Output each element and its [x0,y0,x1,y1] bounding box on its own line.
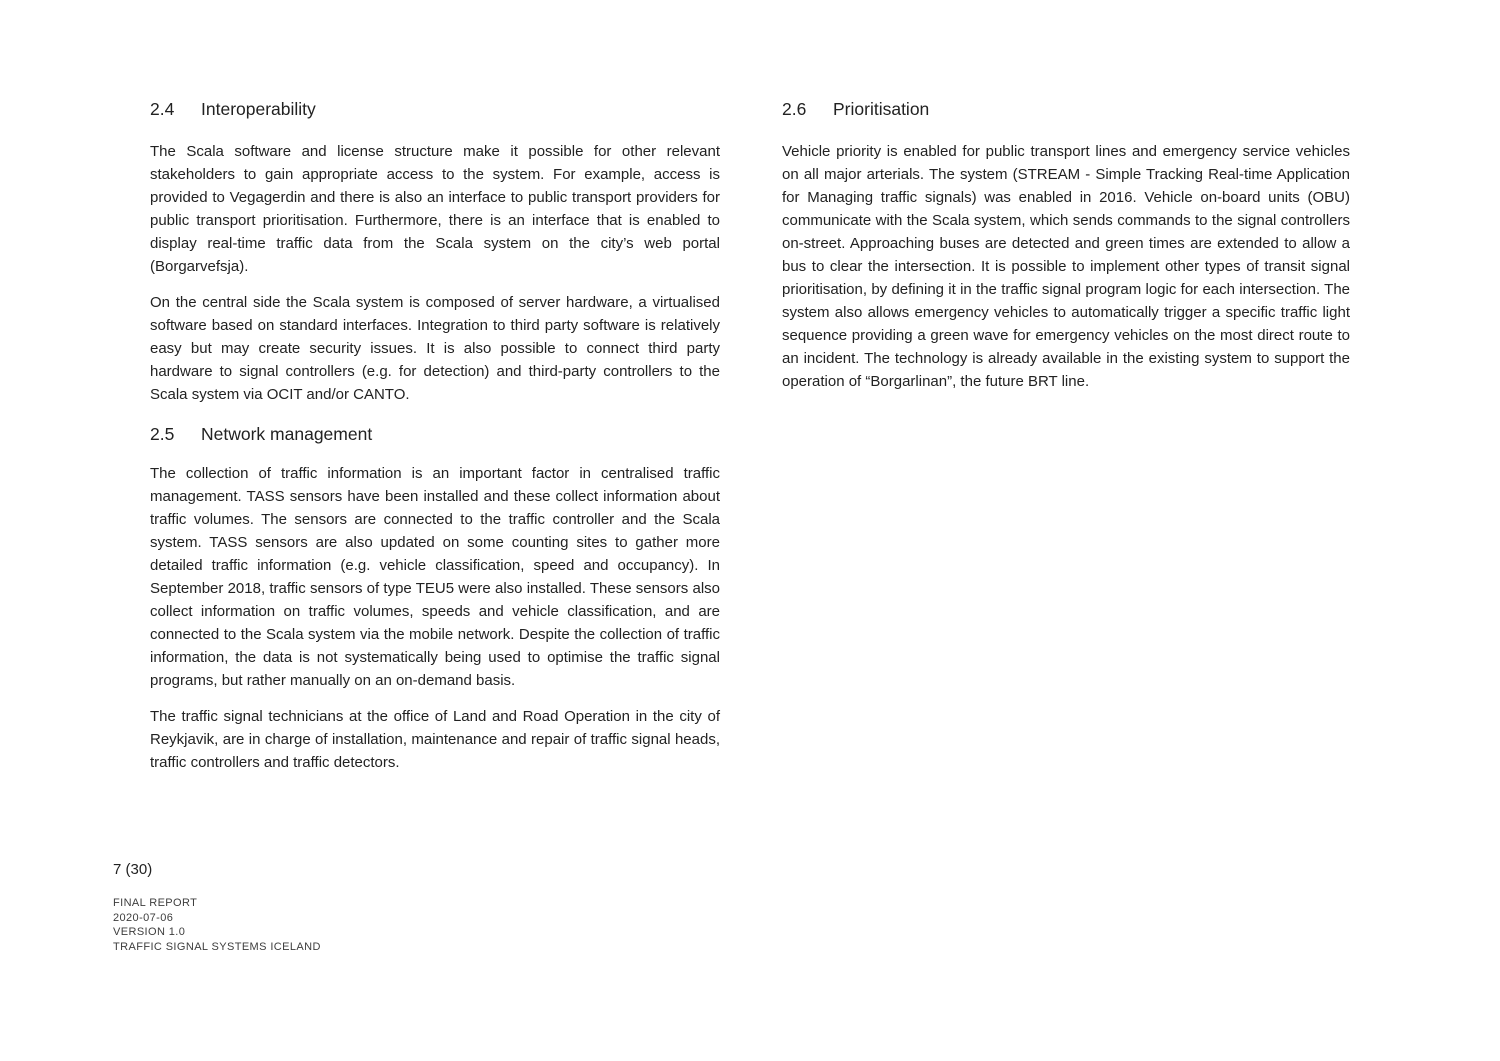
paragraph: Vehicle priority is enabled for public transport lines and emergency service vehicles on all major arterials. The system (STREAM - Simple Tracking Real-time Application for Managing traffic signals) was enabled in 2016. Vehicle on-board units (OBU) communicate with the Scala system, which sends commands to the signal controllers on-street. Approaching buses are detected and green times are extended to allow a bus to clear the intersection. It is possible to implement other types of transit signal prioritisation, by defining it in the traffic signal program logic for each intersection. The system also allows emergency vehicles to automatically trigger a specific traffic light sequence providing a green wave for emergency vehicles on the most direct route to an incident. The technology is already available in the existing system to support the operation of “Borgarlinan”, the future BRT line. [782,143,1350,390]
footer-version: VERSION 1.0 [113,926,186,938]
left-column [150,96,720,774]
section-number: 2.4 [150,99,175,119]
page-footer [113,860,321,954]
section-heading-interoperability [150,96,720,122]
footer-date: 2020-07-06 [113,911,174,924]
section-number: 2.5 [150,424,175,444]
section-title: Interoperability [201,99,316,119]
section-number: 2.6 [782,99,807,119]
section-heading-prioritisation [782,96,1350,122]
page-number: 7 (30) [113,861,153,878]
section-title: Network management [201,424,373,444]
footer-report-title: TRAFFIC SIGNAL SYSTEMS ICELAND [113,940,321,953]
section-title: Prioritisation [833,99,930,119]
paragraph: On the central side the Scala system is composed of server hardware, a virtualised software based on standard interfaces. Integration to third party software is relatively easy but may create security issues. It is also possible to connect third party hardware to signal controllers (e.g. for detection) and third-party controllers to the Scala system via OCIT and/or CANTO. [150,294,720,403]
paragraph: The traffic signal technicians at the office of Land and Road Operation in the city of Reykjavik, are in charge of installation, maintenance and repair of traffic signal heads, traffic controllers and traffic detectors. [150,708,720,771]
right-column [782,96,1350,393]
paragraph: The Scala software and license structure make it possible for other relevant stakeholders to gain appropriate access to the system. For example, access is provided to Vegagerdin and there is also an interface to public transport providers for public transport prioritisation. Furthermore, there is an interface that is enabled to display real-time traffic data from the Scala system on the city’s web portal (Borgarvefsja). [150,143,720,275]
section-heading-network-management [150,421,720,447]
footer-report-status: FINAL REPORT [113,897,198,909]
paragraph: The collection of traffic information is an important factor in centralised traffic management. TASS sensors have been installed and these collect information about traffic volumes. The sensors are connected to the traffic controller and the Scala system. TASS sensors are also updated on some counting sites to gather more detailed traffic information (e.g. vehicle classification, speed and occupancy). In September 2018, traffic sensors of type TEU5 were also installed. These sensors also collect information on traffic volumes, speeds and vehicle classification, and are connected to the Scala system via the mobile network. Despite the collection of traffic information, the data is not systematically being used to optimise the traffic signal programs, but rather manually on an on-demand basis. [150,465,720,689]
